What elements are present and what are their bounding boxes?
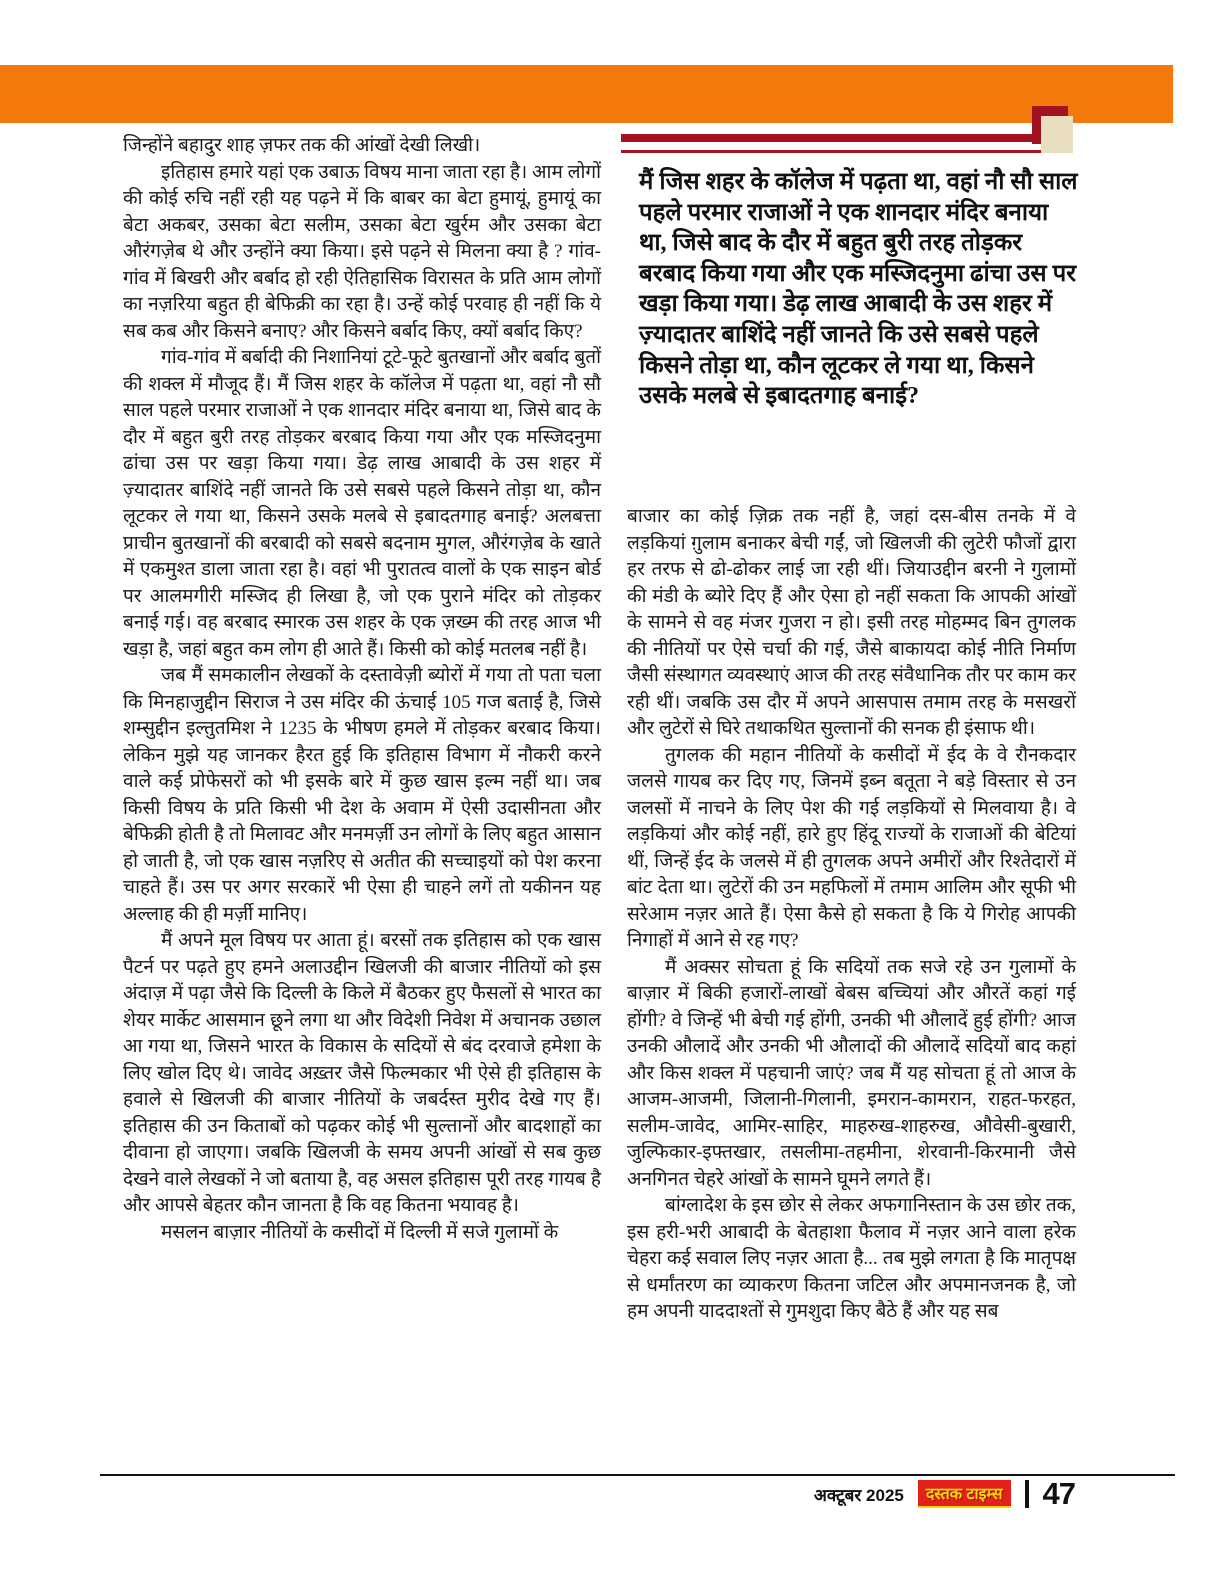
paragraph: तुगलक की महान नीतियों के कसीदों में ईद के वे रौनकदार जलसे गायब कर दिए गए, जिनमें इब्न बतूता ने बड़े विस्तार से उन जलसों में नाचने के लिए पेश की गई लड़कियों से मिलवाया है। वे लड़कियां और कोई नहीं, हारे हुए हिंदू राज्यों के राजाओं की बेटियां थीं, जिन्हें ईद के जलसे में ही तुगलक अपने अमीरों और रिश्तेदारों में बांट देता था। लुटेरों की उन महफिलों में तमाम आलिम और सूफी भी सरेआम नज़र आते हैं। ऐसा कैसे हो सकता है कि ये गिरोह आपकी निगाहों में आने से रह गए? bbox=[627, 744, 1076, 951]
pullquote-rule-thin bbox=[621, 150, 1042, 153]
footer-divider bbox=[1025, 1480, 1029, 1508]
left-text-column bbox=[123, 133, 601, 1246]
footer-rule bbox=[100, 1474, 1175, 1476]
corner-decoration-beige bbox=[1041, 116, 1073, 153]
footer-date: अक्टूबर 2025 bbox=[813, 1485, 904, 1505]
paragraph: मैं अक्सर सोचता हूं कि सदियों तक सजे रहे उन गुलामों के बाज़ार में बिकी हजारों-लाखों बेबस बच्चियां और औरतें कहां गई होंगी? वे जिन्हें भी बेची गई होंगी, उनकी भी औलादें हुई होंगी? आज उनकी औलादें और उनकी भी औलादों की औलादें सदियों बाद कहां और किस शक्ल में पहचानी जाएं? जब मैं यह सोचता हूं तो आज के आजम-आजमी, जिलानी-गिलानी, इमरान-कामरान, राहत-फरहत, सलीम-जावेद, आमिर-साहिर, माहरुख-शाहरुख, औवेसी-बुखारी, जुल्फिकार-इफ्तखार, तसलीमा-तहमीना, शेरवानी-किरमानी जैसे अनगिनत चेहरे आंखों के सामने घूमने लगते हैं। bbox=[627, 956, 1076, 1190]
footer bbox=[814, 1478, 1075, 1510]
top-orange-band bbox=[0, 65, 1173, 123]
paragraph: मैं अपने मूल विषय पर आता हूं। बरसों तक इतिहास को एक खास पैटर्न पर पढ़ते हुए हमने अलाउद्दीन खिलजी की बाजार नीतियों को इस अंदाज़ में पढ़ा जैसे कि दिल्ली के किले में बैठकर हुए फैसलों से भारत का शेयर मार्केट आसमान छूने लगा था और विदेशी निवेश में अचानक उछाल आ गया था, जिसने भारत के विकास के सदियों से बंद दरवाजे हमेशा के लिए खोल दिए थे। जावेद अख़्तर जैसे फिल्मकार भी ऐसे ही इतिहास के हवाले से खिलजी की बाजार नीतियों के जबर्दस्त मुरीद देखे गए हैं। इतिहास की उन किताबों को पढ़कर कोई भी सुल्तानों और बादशाहों का दीवाना हो जाएगा। जबकि खिलजी के समय अपनी आंखों से सब कुछ देखने वाले लेखकों ने जो बताया है, वह असल इतिहास पूरी तरह गायब है और आपसे बेहतर कौन जानता है कि वह कितना भयावह है। bbox=[123, 930, 601, 1216]
paragraph: बांग्लादेश के इस छोर से लेकर अफगानिस्तान के उस छोर तक, इस हरी-भरी आबादी के बेतहाशा फैलाव में नज़र आने वाला हरेक चेहरा कई सवाल लिए नज़र आता है... तब मुझे लगता है कि मातृपक्ष से धर्मांतरण का व्याकरण कितना जटिल और अपमानजनक है, जो हम अपनी याददाश्तों से गुमशुदा किए बैठे हैं और यह सब bbox=[627, 1195, 1076, 1322]
pullquote-rule-thick bbox=[621, 134, 1033, 142]
paragraph: बाजार का कोई ज़िक्र तक नहीं है, जहां दस-बीस तनके में वे लड़कियां ग़ुलाम बनाकर बेची गईं, जो खिलजी की लुटेरी फौजों द्वारा हर तरफ से ढो-ढोकर लाई जा रही थीं। जियाउद्दीन बरनी ने गुलामों की मंडी के ब्योरे दिए हैं और ऐसा हो नहीं सकता कि आपकी आंखों के सामने से वह मंजर गुजरा न हो। इसी तरह मोहम्मद बिन तुगलक की नीतियों पर ऐसे चर्चा की गई, जैसे बाकायदा कोई नीति निर्माण जैसी संस्थागत व्यवस्थाएं आज की तरह संवैधानिक तौर पर काम कर रही थीं। जबकि उस दौर में अपने आसपास तमाम तरह के मसखरों और लुटेरों से घिरे तथाकथित सुल्तानों की सनक ही इंसाफ थी। bbox=[627, 506, 1076, 739]
paragraph: जिन्होंने बहादुर शाह ज़फर तक की आंखों देखी लिखी। bbox=[123, 135, 481, 156]
paragraph: जब मैं समकालीन लेखकों के दस्तावेज़ी ब्योरों में गया तो पता चला कि मिनहाजुद्दीन सिराज ने उस मंदिर की ऊंचाई 105 गज बताई है, जिसे शम्सुद्दीन इल्तुतमिश ने 1235 के भीषण हमले में तोड़कर बरबाद किया। लेकिन मुझे यह जानकर हैरत हुई कि इतिहास विभाग में नौकरी करने वाले कई प्रोफेसरों को भी इसके बारे में कुछ खास इल्म नहीं था। जब किसी विषय के प्रति किसी भी देश के अवाम में ऐसी उदासीनता और बेफिक्री होती है तो मिलावट और मनमर्ज़ी उन लोगों के लिए बहुत आसान हो जाती है, जो एक खास नज़रिए से अतीत की सच्चाइयों को पेश करना चाहते हैं। उस पर अगर सरकारें भी ऐसा ही चाहने लगें तो यकीनन यह अल्लाह की ही मर्ज़ी मानिए। bbox=[123, 665, 601, 925]
page-number: 47 bbox=[1042, 1476, 1075, 1511]
paragraph: इतिहास हमारे यहां एक उबाऊ विषय माना जाता रहा है। आम लोगों की कोई रुचि नहीं रही यह पढ़ने में कि बाबर का बेटा हुमायूं, हुमायूं का बेटा अकबर, उसका बेटा सलीम, उसका बेटा खुर्रम और उसका बेटा औरंगज़ेब थे और उन्होंने क्या किया। इसे पढ़ने से मिलना क्या है ? गांव-गांव में बिखरी और बर्बाद हो रही ऐतिहासिक विरासत के प्रति आम लोगों का नज़रिया बहुत ही बेफिक्री का रहा है। उन्हें कोई परवाह ही नहीं कि ये सब कब और किसने बनाए? और किसने बर्बाद किए, क्यों बर्बाद किए? bbox=[123, 161, 601, 342]
paragraph: गांव-गांव में बर्बादी की निशानियां टूटे-फूटे बुतखानों और बर्बाद बुतों की शक्ल में मौजूद हैं। मैं जिस शहर के कॉलेज में पढ़ता था, वहां नौ सौ साल पहले परमार राजाओं ने एक शानदार मंदिर बनाया था, जिसे बाद के दौर में बहुत बुरी तरह तोड़कर बरबाद किया गया और एक मस्जिदनुमा ढांचा उस पर खड़ा किया गया। डेढ़ लाख आबादी के उस शहर में ज़्यादातर बाशिंदे नहीं जानते कि उसे सबसे पहले किसने तोड़ा था, कौन लूटकर ले गया था, किसने उसके मलबे से इबादतगाह बनाई? अलबत्ता प्राचीन बुतखानों की बरबादी को सबसे बदनाम मुगल, औरंगज़ेब के खाते में एकमुश्त डाला जाता रहा है। वहां भी पुरातत्व वालों के एक साइन बोर्ड पर आलमगीरी मस्जिद ही लिखा है, जो एक पुराने मंदिर को तोड़कर बनाई गई। वह बरबाद स्मारक उस शहर के एक ज़ख्म की तरह आज भी खड़ा है, जहां बहुत कम लोग ही आते हैं। किसी को कोई मतलब नहीं है। bbox=[123, 347, 601, 660]
paragraph: मसलन बाज़ार नीतियों के कसीदों में दिल्ली में सजे गुलामों के bbox=[161, 1221, 559, 1243]
magazine-logo: दस्तक टाइम्स bbox=[918, 1480, 1011, 1508]
pull-quote: मैं जिस शहर के कॉलेज में पढ़ता था, वहां नौ सौ साल पहले परमार राजाओं ने एक शानदार मंदिर बनाया था, जिसे बाद के दौर में बहुत बुरी तरह तोड़कर बरबाद किया गया और एक मस्जिदनुमा ढांचा उस पर खड़ा किया गया। डेढ़ लाख आबादी के उस शहर में ज़्यादातर बाशिंदे नहीं जानते कि उसे सबसे पहले किसने तोड़ा था, कौन लूटकर ले गया था, किसने उसके मलबे से इबादतगाह बनाई? bbox=[639, 169, 1078, 410]
right-text-column bbox=[627, 504, 1076, 1326]
